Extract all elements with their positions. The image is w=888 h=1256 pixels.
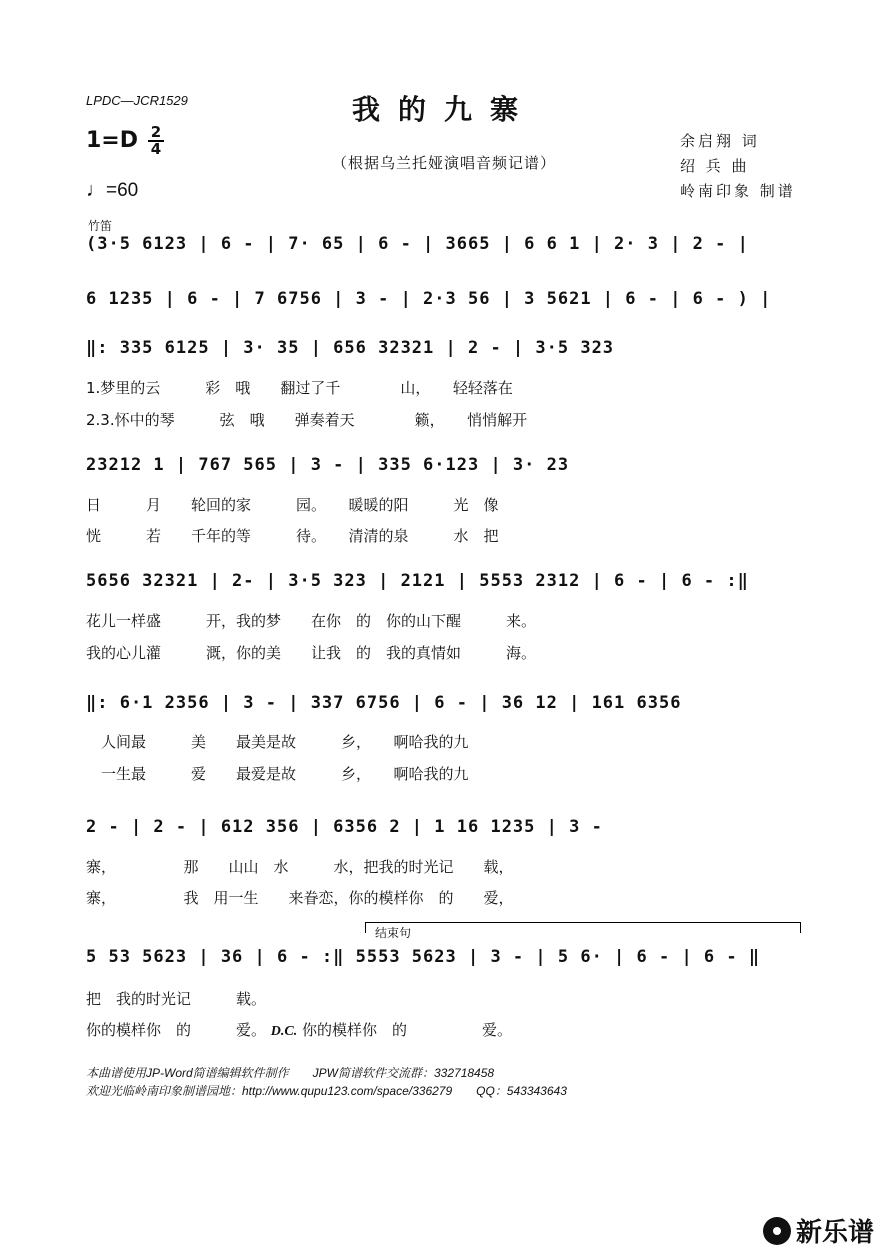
lyric-line: 寨， 那 山山 水 水，把我的时光记 载，: [86, 858, 514, 876]
score-code: LPDC—JCR1529: [86, 93, 188, 108]
lyric-line: 寨， 我 用一生 来眷恋，你的模样你 的 爱，: [86, 889, 514, 907]
lyricist-credit: 余启翔 词: [680, 132, 760, 150]
page-title: 我的九寨: [351, 93, 536, 126]
lyric-line: 一生最 爱 最爱是故 乡， 啊哈我的九: [86, 765, 469, 783]
notation-row-6: ‖: 6·1 2356 | 3 - | 337 6756 | 6 - | 36 12 | 161 6356: [86, 693, 682, 713]
notation-row-1: (3·5 6123 | 6 - | 7· 65 | 6 - | 3665 | 6 6 1 | 2· 3 | 2 - |: [86, 234, 749, 254]
notation-row-5: 5656 32321 | 2- | 3·5 323 | 2121 | 5553 2312 | 6 - | 6 - :‖: [86, 571, 749, 591]
lyric-line: 日 月 轮回的家 园。 暖暖的阳 光 像: [86, 496, 499, 514]
notation-row-2: 6 1235 | 6 - | 7 6756 | 3 - | 2·3 56 | 3 5621 | 6 - | 6 - ) |: [86, 289, 772, 309]
notation-row-8: 5 53 5623 | 36 | 6 - :‖ 5553 5623 | 3 - | 5 6· | 6 - | 6 - ‖: [86, 947, 761, 967]
arranger-credit: 岭南印象 制谱: [680, 182, 796, 200]
footer-line-2: 欢迎光临岭南印象制谱园地：http://www.qupu123.com/space/336279 QQ：543343643: [86, 1084, 567, 1098]
lyric-line: 1.梦里的云 彩 哦 翻过了千 山， 轻轻落在: [86, 379, 513, 397]
lyric-text: 你的模样你 的 爱。: [86, 1021, 267, 1039]
lyric-line: 人间最 美 最美是故 乡， 啊哈我的九: [86, 733, 469, 751]
lyric-line: [86, 1019, 816, 1040]
lyric-line: 把 我的时光记 载。: [86, 990, 267, 1008]
key-signature: 1=D: [86, 128, 139, 153]
site-logo: 新乐谱: [796, 1218, 875, 1248]
notation-row-7: 2 - | 2 - | 612 356 | 6356 2 | 1 16 1235 | 3 -: [86, 817, 603, 837]
dc-lyric: 你的模样你 的 爱。: [302, 1021, 513, 1039]
coda-label: 结束句: [375, 926, 412, 940]
tempo-value: =60: [106, 180, 139, 201]
lyric-line: 花儿一样盛 开，我的梦 在你 的 你的山下醒 来。: [86, 612, 537, 630]
time-signature-top: 2: [150, 123, 162, 141]
composer-credit: 绍 兵 曲: [680, 157, 750, 175]
lyric-line: 恍 若 千年的等 待。 清清的泉 水 把: [86, 527, 499, 545]
time-signature: [148, 125, 164, 157]
notation-row-3: ‖: 335 6125 | 3· 35 | 656 32321 | 2 - | 3·5 323: [86, 338, 615, 358]
instrument-label: 竹笛: [88, 219, 113, 233]
notation-row-4: 23212 1 | 767 565 | 3 - | 335 6·123 | 3· 23: [86, 455, 570, 475]
coda-bracket: [365, 922, 801, 933]
subtitle: （根据乌兰托娅演唱音频记谱）: [331, 154, 556, 172]
tempo-marking: [86, 179, 138, 202]
lyric-line: 我的心儿灌 溉，你的美 让我 的 我的真情如 海。: [86, 644, 537, 662]
record-icon: [762, 1216, 792, 1246]
quarter-note-icon: ♩: [86, 179, 106, 201]
footer-line-1: 本曲谱使用JP-Word简谱编辑软件制作 JPW简谱软件交流群：332718458: [86, 1066, 495, 1080]
dc-marking: D.C.: [270, 1024, 298, 1039]
time-signature-bottom: 4: [148, 140, 164, 157]
lyric-line: 2.3.怀中的琴 弦 哦 弹奏着天 籁， 悄悄解开: [86, 411, 528, 429]
